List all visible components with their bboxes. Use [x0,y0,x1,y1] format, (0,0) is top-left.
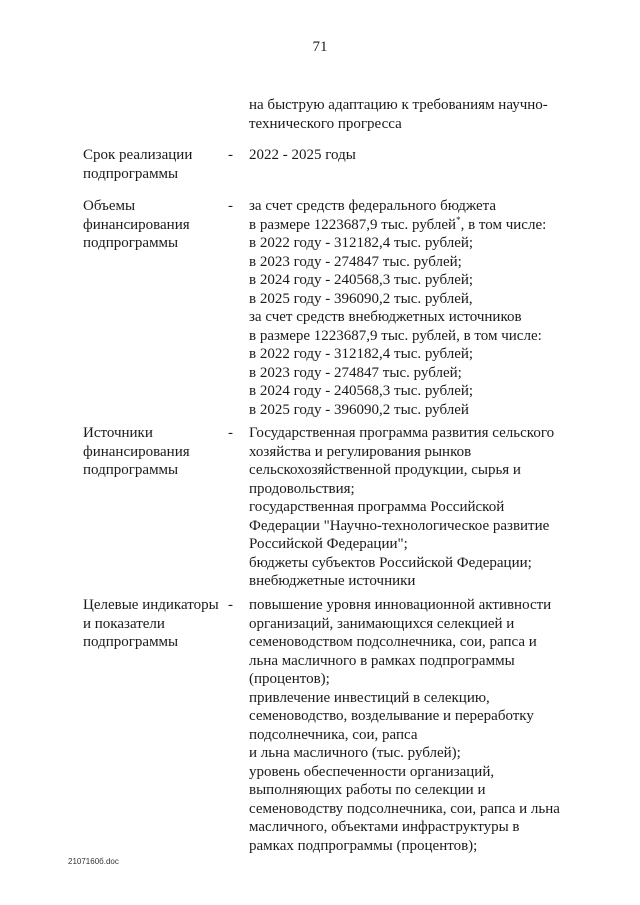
row-label [83,424,233,480]
label-line: Срок реализации [83,147,193,163]
label-line: подпрограммы [83,634,179,650]
value-line-text: в размере 1223687,9 тыс. рублей [249,216,457,233]
value-line: привлечение инвестиций в селекцию, [249,689,490,706]
value-line: Государственная программа развития сельского [249,425,555,441]
row-dash: - [228,198,233,214]
value-line: в 2023 году - 274847 тыс. рублей; [249,253,462,270]
row-dash: - [228,425,233,441]
value-line-text: , в том числе: [460,216,547,233]
value-line: семеноводству подсолнечника, сои, рапса и льна [249,800,560,817]
value-line: бюджеты субъектов Российской Федерации; [249,554,532,571]
value-line: продовольствия; [249,480,355,497]
value-line: семеноводством подсолнечника, сои, рапса и [249,634,537,650]
value-line: уровень обеспеченности организаций, [249,763,495,780]
intro-line: технического прогресса [249,115,402,132]
label-line: подпрограммы [83,165,179,182]
page-number: 71 [312,39,328,55]
document-file-code: 2107160б.doc [68,857,119,866]
value-line: внебюджетные источники [249,573,416,589]
value-line: подсолнечника, сои, рапса [249,726,418,743]
value-line: (процентов); [249,671,330,687]
intro-text [249,96,579,133]
value-line [249,216,589,235]
value-line: государственная программа Российской [249,499,505,515]
intro-line: на быструю адаптацию к требованиям научно- [249,97,548,113]
label-line: финансирования [83,216,190,233]
label-line: подпрограммы [83,462,179,478]
value-line: 2022 - 2025 годы [249,147,356,163]
label-line: финансирования [83,443,190,460]
value-line: хозяйства и регулирования рынков [249,443,472,460]
value-line: в размере 1223687,9 тыс. рублей, в том числе: [249,327,542,344]
value-line: в 2025 году - 396090,2 тыс. рублей [249,401,469,418]
value-line: организаций, занимающихся селекцией и [249,615,515,632]
row-dash: - [228,597,233,613]
value-line: и льна масличного (тыс. рублей); [249,745,461,761]
row-dash: - [228,147,233,163]
value-line: в 2024 году - 240568,3 тыс. рублей; [249,272,474,288]
value-line: рамках подпрограммы (процентов); [249,837,478,854]
value-line: за счет средств внебюджетных источников [249,309,522,325]
row-label [83,197,233,253]
value-line: за счет средств федерального бюджета [249,198,497,214]
value-line: льна масличного в рамках подпрограммы [249,652,515,669]
label-line: Источники [83,425,153,441]
value-line: в 2022 году - 312182,4 тыс. рублей; [249,346,474,362]
value-line: в 2023 году - 274847 тыс. рублей; [249,364,462,381]
value-line: масличного, объектами инфраструктуры в [249,819,520,835]
footnote-asterisk: * [456,214,461,225]
label-line: Объемы [83,198,136,214]
row-value [249,197,589,419]
row-value [249,424,589,591]
value-line: в 2024 году - 240568,3 тыс. рублей; [249,383,474,399]
value-line: Федерации "Научно-технологическое развитие [249,517,550,534]
row-label [83,146,233,183]
value-line: в 2022 году - 312182,4 тыс. рублей; [249,235,474,251]
value-line: выполняющих работы по селекции и [249,782,486,798]
value-line: семеноводство, возделывание и переработку [249,708,534,724]
value-line: Российской Федерации"; [249,536,408,552]
row-value [249,596,589,855]
row-label [83,596,233,652]
label-line: подпрограммы [83,235,179,251]
value-line: сельскохозяйственной продукции, сырья и [249,462,521,478]
row-value [249,146,589,165]
label-line: Целевые индикаторы [83,597,219,613]
value-line: повышение уровня инновационной активности [249,597,552,613]
value-line: в 2025 году - 396090,2 тыс. рублей, [249,290,473,307]
label-line: и показатели [83,615,165,632]
